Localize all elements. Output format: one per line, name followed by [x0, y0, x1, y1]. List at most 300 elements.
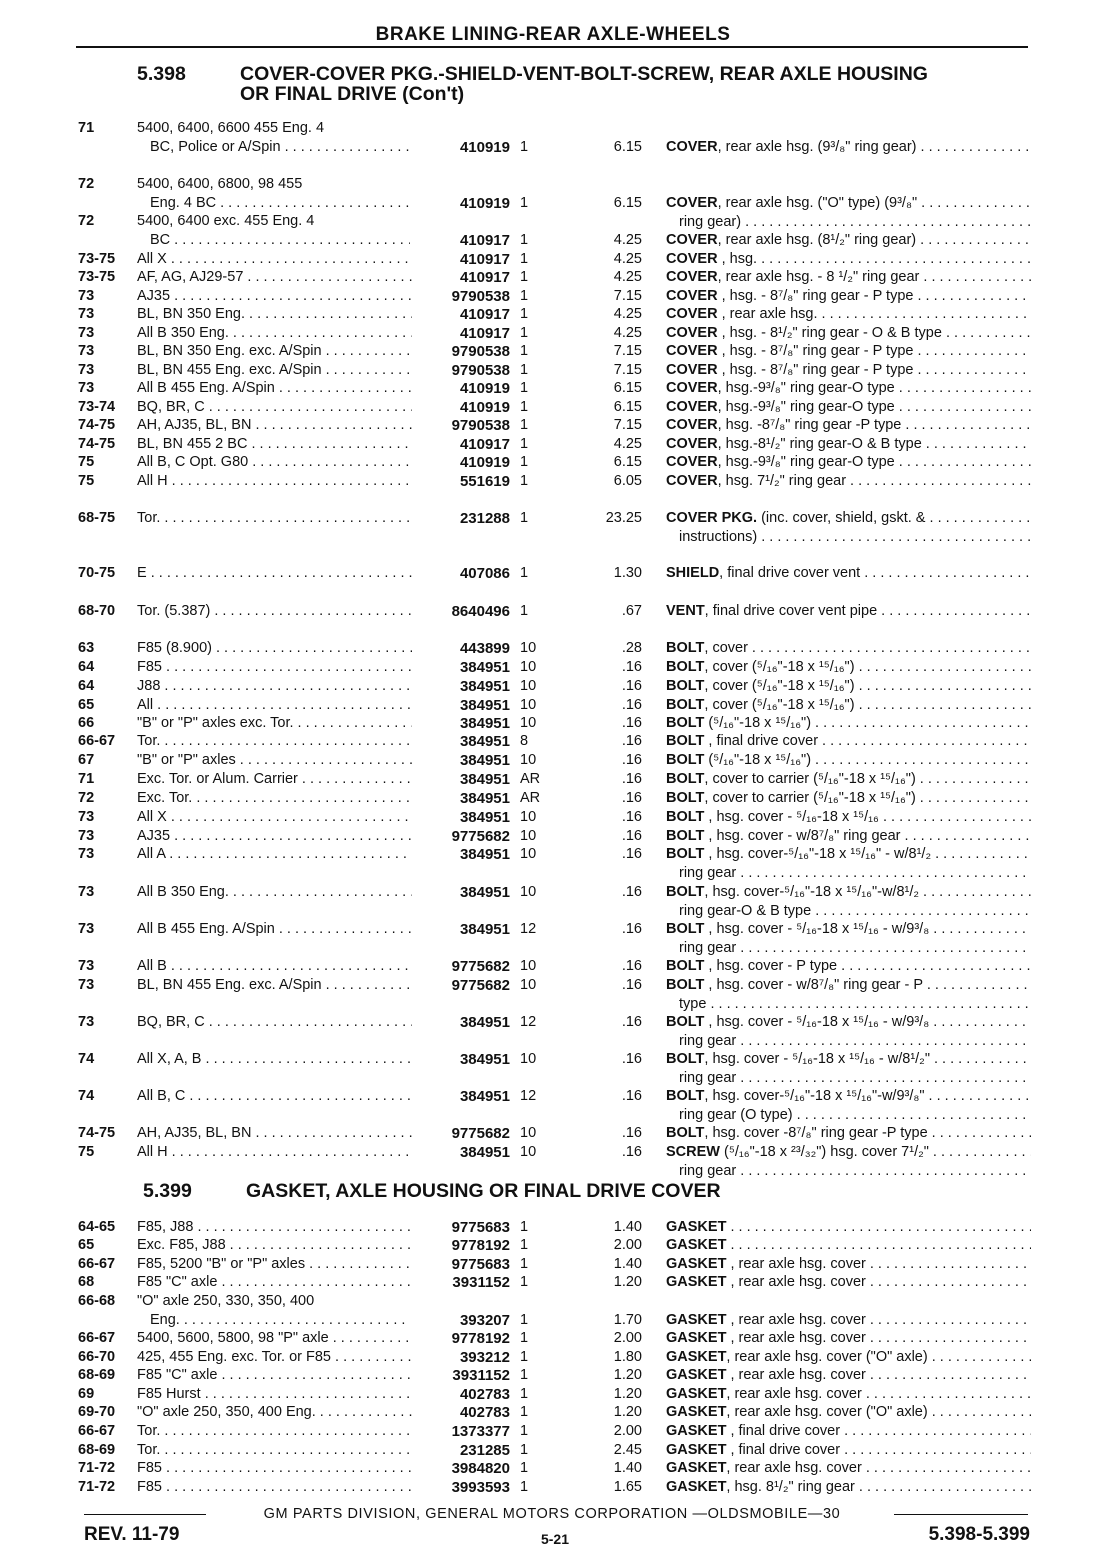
- description-cell: [666, 231, 1031, 250]
- year-cell: 65: [78, 697, 95, 713]
- model-cell-continued: BC, Police or A/Spin . . .: [150, 138, 410, 157]
- model-cell: All X . . .: [137, 250, 412, 269]
- year-cell: 73: [78, 921, 95, 937]
- part-number-cell: 9778192: [451, 1237, 510, 1254]
- model-cell: All H . . .: [137, 1143, 412, 1162]
- year-cell: 73-75: [78, 251, 116, 267]
- quantity-cell: 1: [520, 473, 529, 489]
- part-description: , rear axle hsg. cover ("O" axle): [726, 1349, 928, 1365]
- description-cell: [666, 1236, 1031, 1255]
- quantity-cell: 10: [520, 697, 537, 713]
- model-cell: BL, BN 350 Eng. . . .: [137, 305, 412, 324]
- description-cell: [666, 416, 1031, 435]
- price-cell: 1.20: [613, 1404, 642, 1420]
- part-description: , final drive cover: [726, 1423, 841, 1439]
- model-cell: 5400, 6400 exc. 455 Eng. 4: [137, 213, 315, 229]
- part-description: , rear axle hsg. cover ("O" axle): [726, 1404, 928, 1420]
- part-description: (⁵/₁₆"-18 x ¹⁵/₁₆"): [704, 715, 812, 731]
- year-cell: 67: [78, 752, 95, 768]
- quantity-cell: 1: [520, 380, 529, 396]
- part-name: GASKET: [666, 1404, 727, 1420]
- year-cell: 71: [78, 771, 95, 787]
- price-cell: .16: [621, 921, 642, 937]
- description-cell: [666, 1143, 1031, 1162]
- part-name: BOLT: [666, 733, 705, 749]
- description-cell: [666, 789, 1031, 808]
- year-cell: 73-74: [78, 399, 116, 415]
- quantity-cell: 1: [520, 306, 529, 322]
- part-name: COVER: [666, 380, 718, 396]
- description-cell: [666, 564, 1031, 583]
- year-cell: 72: [78, 213, 95, 229]
- table-row: [0, 194, 1100, 213]
- price-cell: 6.15: [613, 139, 642, 155]
- price-cell: 4.25: [613, 251, 642, 267]
- part-number-cell: 384951: [459, 809, 510, 826]
- description-cell: [666, 342, 1031, 361]
- quantity-cell: 10: [520, 884, 537, 900]
- part-name: BOLT: [666, 977, 705, 993]
- part-number-cell: 384951: [459, 1088, 510, 1105]
- part-number-cell: 384951: [459, 697, 510, 714]
- description-cell: [666, 808, 1031, 827]
- section-title-line1: GASKET, AXLE HOUSING OR FINAL DRIVE COVER: [246, 1180, 721, 1202]
- table-row: [0, 1422, 1100, 1441]
- quantity-cell: 8: [520, 733, 529, 749]
- part-number-cell: 384951: [459, 1144, 510, 1161]
- model-cell: BQ, BR, C . . .: [137, 398, 412, 417]
- part-number-cell: 384951: [459, 1014, 510, 1031]
- table-row: [0, 509, 1100, 528]
- part-number-cell: 384951: [459, 884, 510, 901]
- description-cell: [666, 268, 1031, 287]
- model-cell: BQ, BR, C . . .: [137, 1013, 412, 1032]
- part-number-cell: 384951: [459, 1051, 510, 1068]
- year-cell: 74-75: [78, 436, 116, 452]
- quantity-cell: 1: [520, 1404, 529, 1420]
- price-cell: 4.25: [613, 269, 642, 285]
- year-cell: 64-65: [78, 1219, 116, 1235]
- part-description: , hsg.-8¹/₂" ring gear-O & B type: [717, 436, 922, 452]
- quantity-cell: 10: [520, 659, 537, 675]
- part-number-cell: 9775682: [451, 1125, 510, 1142]
- table-row: [0, 845, 1100, 864]
- table-row: [0, 1459, 1100, 1478]
- year-cell: 66-70: [78, 1349, 116, 1365]
- part-name: GASKET: [666, 1219, 727, 1235]
- part-number-cell: 410917: [459, 232, 510, 249]
- description-cell: [666, 1087, 1031, 1106]
- part-description: , hsg. cover - ⁵/₁₆-18 x ¹⁵/₁₆ - w/8¹/₂": [704, 1051, 930, 1067]
- description-cell: [666, 1403, 1031, 1422]
- price-cell: 2.00: [613, 1330, 642, 1346]
- part-number-cell: 9778192: [451, 1330, 510, 1347]
- part-number-cell: 3993593: [451, 1479, 510, 1496]
- model-cell: All B . . .: [137, 957, 412, 976]
- part-number-cell: 402783: [459, 1386, 510, 1403]
- year-cell: 65: [78, 1237, 95, 1253]
- part-name: COVER: [666, 473, 718, 489]
- model-cell: F85 . . .: [137, 1478, 412, 1497]
- quantity-cell: 12: [520, 1088, 537, 1104]
- price-cell: .16: [621, 1088, 642, 1104]
- description-cell: [666, 194, 1031, 213]
- part-name: COVER: [666, 232, 718, 248]
- table-row: [0, 789, 1100, 808]
- table-row: [0, 1441, 1100, 1460]
- table-row: [0, 1366, 1100, 1385]
- year-cell: 75: [78, 454, 95, 470]
- price-cell: 23.25: [605, 510, 642, 526]
- year-cell: 73: [78, 977, 95, 993]
- footer-rule-right: [894, 1514, 1028, 1515]
- year-cell: 75: [78, 473, 95, 489]
- year-cell: 73: [78, 306, 95, 322]
- price-cell: 7.15: [613, 362, 642, 378]
- table-row: [0, 920, 1100, 939]
- year-cell: 73: [78, 846, 95, 862]
- price-cell: 2.00: [613, 1237, 642, 1253]
- description-cell: [666, 1366, 1031, 1385]
- description-continued: ring gear . . .: [679, 1032, 1031, 1051]
- part-number-cell: 9775682: [451, 828, 510, 845]
- quantity-cell: 12: [520, 921, 537, 937]
- description-cell: [666, 827, 1031, 846]
- description-cell: [666, 751, 1031, 770]
- part-number-cell: 384951: [459, 846, 510, 863]
- quantity-cell: 10: [520, 1125, 537, 1141]
- table-row: [0, 1273, 1100, 1292]
- part-number-cell: 384951: [459, 790, 510, 807]
- price-cell: .16: [621, 828, 642, 844]
- part-name: GASKET: [666, 1349, 727, 1365]
- table-row: [0, 175, 1100, 194]
- description-continued: type . . .: [679, 995, 1031, 1014]
- part-name: SCREW: [666, 1144, 720, 1160]
- table-row: [0, 138, 1100, 157]
- model-cell: Tor. . . .: [137, 509, 412, 528]
- part-name: BOLT: [666, 790, 705, 806]
- model-cell: All X . . .: [137, 808, 412, 827]
- quantity-cell: 1: [520, 343, 529, 359]
- year-cell: 66-68: [78, 1293, 116, 1309]
- part-description: , hsg. cover - ⁵/₁₆-18 x ¹⁵/₁₆ - w/9³/₈: [704, 1014, 930, 1030]
- table-row: [0, 398, 1100, 417]
- table-row-continued: [0, 902, 1100, 921]
- part-number-cell: 231288: [459, 510, 510, 527]
- part-number-cell: 410919: [459, 139, 510, 156]
- quantity-cell: 1: [520, 399, 529, 415]
- year-cell: 73: [78, 288, 95, 304]
- table-row: [0, 212, 1100, 231]
- table-row: [0, 1218, 1100, 1237]
- part-name: COVER: [666, 269, 718, 285]
- part-description: , rear axle hsg. (8¹/₂" ring gear): [717, 232, 917, 248]
- model-cell: AH, AJ35, BL, BN . . .: [137, 416, 412, 435]
- part-description: , rear axle hsg. cover: [726, 1460, 862, 1476]
- part-description: , hsg. cover-⁵/₁₆"-18 x ¹⁵/₁₆" - w/8¹/₂: [704, 846, 932, 862]
- model-cell: AJ35 . . .: [137, 827, 412, 846]
- part-name: COVER: [666, 306, 718, 322]
- part-name: BOLT: [666, 1014, 705, 1030]
- description-cell: [666, 883, 1031, 902]
- quantity-cell: 1: [520, 1442, 529, 1458]
- price-cell: 4.25: [613, 232, 642, 248]
- part-description: , cover (⁵/₁₆"-18 x ¹⁵/₁₆"): [704, 697, 855, 713]
- table-row-continued: [0, 1106, 1100, 1125]
- price-cell: 2.45: [613, 1442, 642, 1458]
- part-description: , hsg. cover - w/8⁷/₈" ring gear: [704, 828, 901, 844]
- description-cell: [666, 361, 1031, 380]
- table-row: [0, 1236, 1100, 1255]
- part-description: (inc. cover, shield, gskt. &: [757, 510, 926, 526]
- price-cell: 1.20: [613, 1386, 642, 1402]
- part-number-cell: 410919: [459, 380, 510, 397]
- part-number-cell: 9790538: [451, 362, 510, 379]
- quantity-cell: 1: [520, 1386, 529, 1402]
- part-number-cell: 9775682: [451, 977, 510, 994]
- part-number-cell: 410917: [459, 306, 510, 323]
- part-description: , cover to carrier (⁵/₁₆"-18 x ¹⁵/₁₆"): [704, 790, 916, 806]
- description-cell: [666, 677, 1031, 696]
- price-cell: 1.40: [613, 1460, 642, 1476]
- part-number-cell: 9790538: [451, 343, 510, 360]
- table-row: [0, 250, 1100, 269]
- part-description: , hsg. 8¹/₂" ring gear: [726, 1479, 855, 1495]
- quantity-cell: 1: [520, 436, 529, 452]
- quantity-cell: 10: [520, 809, 537, 825]
- price-cell: .16: [621, 977, 642, 993]
- model-cell: BL, BN 455 Eng. exc. A/Spin . . .: [137, 976, 412, 995]
- part-number-cell: 410919: [459, 399, 510, 416]
- table-row: [0, 770, 1100, 789]
- year-cell: 71: [78, 120, 95, 136]
- table-row-continued: [0, 995, 1100, 1014]
- model-cell: AH, AJ35, BL, BN . . .: [137, 1124, 412, 1143]
- year-cell: 68-69: [78, 1367, 116, 1383]
- part-description: , hsg. - 8⁷/₈" ring gear - P type: [717, 362, 914, 378]
- part-number-cell: 410917: [459, 436, 510, 453]
- price-cell: 2.00: [613, 1423, 642, 1439]
- year-cell: 73: [78, 1014, 95, 1030]
- footer-rule-left: [84, 1514, 206, 1515]
- table-row: [0, 883, 1100, 902]
- price-cell: .16: [621, 1014, 642, 1030]
- price-cell: 1.40: [613, 1219, 642, 1235]
- description-continued: ring gear (O type) . . .: [679, 1106, 1031, 1125]
- part-name: COVER: [666, 288, 718, 304]
- year-cell: 71-72: [78, 1479, 116, 1495]
- price-cell: .16: [621, 790, 642, 806]
- description-cell: [666, 1348, 1031, 1367]
- price-cell: .16: [621, 715, 642, 731]
- year-cell: 66: [78, 715, 95, 731]
- model-cell: Exc. F85, J88 . . .: [137, 1236, 412, 1255]
- part-description: , rear axle hsg. cover: [726, 1274, 866, 1290]
- description-cell: [666, 1273, 1031, 1292]
- table-row-continued: [0, 939, 1100, 958]
- year-cell: 66-67: [78, 1423, 116, 1439]
- year-cell: 73: [78, 828, 95, 844]
- part-name: VENT: [666, 603, 705, 619]
- year-cell: 69-70: [78, 1404, 116, 1420]
- part-name: GASKET: [666, 1256, 727, 1272]
- part-number-cell: 393207: [459, 1312, 510, 1329]
- part-description: , hsg. cover -8⁷/₈" ring gear -P type: [704, 1125, 928, 1141]
- part-description: , rear axle hsg. ("O" type) (9³/₈": [717, 195, 918, 211]
- part-description: , hsg. - 8⁷/₈" ring gear - P type: [717, 288, 914, 304]
- header-rule: [76, 46, 1028, 48]
- table-row-continued: [0, 1069, 1100, 1088]
- description-cell: [666, 472, 1031, 491]
- part-name: BOLT: [666, 771, 705, 787]
- quantity-cell: 1: [520, 1312, 529, 1328]
- section-number: 5.398: [137, 63, 186, 85]
- table-row: [0, 1087, 1100, 1106]
- price-cell: 6.05: [613, 473, 642, 489]
- description-cell: [666, 509, 1031, 528]
- table-row: [0, 472, 1100, 491]
- table-row: [0, 1403, 1100, 1422]
- year-cell: 68-69: [78, 1442, 116, 1458]
- part-name: BOLT: [666, 678, 705, 694]
- price-cell: .16: [621, 1125, 642, 1141]
- part-description: (⁵/₁₆"-18 x ²³/₃₂") hsg. cover 7¹/₂": [719, 1144, 929, 1160]
- footer-page-number: 5-21: [540, 1531, 570, 1547]
- part-number-cell: 410917: [459, 251, 510, 268]
- table-row: [0, 1050, 1100, 1069]
- year-cell: 74-75: [78, 1125, 116, 1141]
- table-row: [0, 453, 1100, 472]
- year-cell: 66-67: [78, 1330, 116, 1346]
- price-cell: 1.30: [613, 565, 642, 581]
- model-cell: E . . .: [137, 564, 412, 583]
- part-description: , hsg. - 8⁷/₈" ring gear - P type: [717, 343, 914, 359]
- description-cell: [666, 379, 1031, 398]
- part-description: , rear axle hsg. cover: [726, 1367, 866, 1383]
- year-cell: 74-75: [78, 417, 116, 433]
- description-cell: [666, 1329, 1031, 1348]
- quantity-cell: 10: [520, 1051, 537, 1067]
- table-row: [0, 1329, 1100, 1348]
- model-cell: BL, BN 455 2 BC . . .: [137, 435, 412, 454]
- part-number-cell: 410919: [459, 454, 510, 471]
- part-number-cell: 3931152: [452, 1367, 510, 1384]
- part-number-cell: 3931152: [452, 1274, 510, 1291]
- table-row: [0, 305, 1100, 324]
- part-name: COVER: [666, 195, 718, 211]
- quantity-cell: 1: [520, 603, 529, 619]
- table-row: [0, 231, 1100, 250]
- description-cell: [666, 602, 1031, 621]
- part-description: , cover (⁵/₁₆"-18 x ¹⁵/₁₆"): [704, 659, 855, 675]
- part-number-cell: 443899: [459, 640, 510, 657]
- model-cell: Exc. Tor. . . .: [137, 789, 412, 808]
- part-name: GASKET: [666, 1423, 727, 1439]
- table-row-continued: [0, 528, 1100, 547]
- model-cell: F85 . . .: [137, 1459, 412, 1478]
- description-cell: [666, 1255, 1031, 1274]
- part-name: BOLT: [666, 697, 705, 713]
- quantity-cell: 1: [520, 1460, 529, 1476]
- footer-publisher: GM PARTS DIVISION, GENERAL MOTORS CORPORATION —OLDSMOBILE—30: [263, 1506, 841, 1522]
- model-cell: Exc. Tor. or Alum. Carrier . . .: [137, 770, 412, 789]
- description-cell: [666, 976, 1031, 995]
- part-description: , rear axle hsg. cover: [726, 1330, 866, 1346]
- year-cell: 70-75: [78, 565, 116, 581]
- model-cell: "O" axle 250, 330, 350, 400: [137, 1293, 315, 1309]
- part-description: , rear axle hsg. - 8 ¹/₂" ring gear: [717, 269, 920, 285]
- description-cell: [666, 1124, 1031, 1143]
- quantity-cell: AR: [520, 771, 541, 787]
- part-description: , hsg. cover - ⁵/₁₆-18 x ¹⁵/₁₆: [704, 809, 879, 825]
- table-row: [0, 639, 1100, 658]
- part-name: BOLT: [666, 809, 705, 825]
- model-cell-continued: Eng. 4 BC . . .: [150, 194, 410, 213]
- part-number-cell: 384951: [459, 921, 510, 938]
- table-row: [0, 287, 1100, 306]
- part-name: BOLT: [666, 1125, 705, 1141]
- price-cell: .16: [621, 884, 642, 900]
- part-description: , hsg. - 8¹/₂" ring gear - O & B type: [717, 325, 942, 341]
- description-cell: [666, 305, 1031, 324]
- table-row: [0, 268, 1100, 287]
- model-cell: 5400, 6400, 6800, 98 455: [137, 176, 303, 192]
- price-cell: 6.15: [613, 454, 642, 470]
- table-row: [0, 1385, 1100, 1404]
- part-name: COVER: [666, 139, 718, 155]
- part-number-cell: 384951: [459, 733, 510, 750]
- price-cell: .16: [621, 846, 642, 862]
- table-row: [0, 1348, 1100, 1367]
- section-title-line2: OR FINAL DRIVE (Con't): [240, 83, 465, 105]
- description-cell: [666, 1422, 1031, 1441]
- description-cell: [666, 250, 1031, 269]
- part-name: GASKET: [666, 1330, 727, 1346]
- table-row: [0, 1143, 1100, 1162]
- year-cell: 63: [78, 640, 95, 656]
- quantity-cell: 1: [520, 139, 529, 155]
- quantity-cell: 10: [520, 678, 537, 694]
- table-row: [0, 714, 1100, 733]
- table-row: [0, 696, 1100, 715]
- part-name: GASKET: [666, 1479, 727, 1495]
- price-cell: 4.25: [613, 436, 642, 452]
- quantity-cell: 1: [520, 1479, 529, 1495]
- model-cell: 5400, 6400, 6600 455 Eng. 4: [137, 120, 325, 136]
- part-name: BOLT: [666, 1051, 705, 1067]
- year-cell: 73: [78, 380, 95, 396]
- quantity-cell: 1: [520, 362, 529, 378]
- quantity-cell: 1: [520, 288, 529, 304]
- description-cell: [666, 138, 1031, 157]
- description-cell: [666, 770, 1031, 789]
- quantity-cell: 1: [520, 325, 529, 341]
- description-cell: [666, 453, 1031, 472]
- price-cell: .67: [621, 603, 642, 619]
- part-number-cell: 9775683: [451, 1219, 510, 1236]
- model-cell: BL, BN 350 Eng. exc. A/Spin . . .: [137, 342, 412, 361]
- year-cell: 64: [78, 659, 95, 675]
- table-row-continued: [0, 1162, 1100, 1181]
- part-name: BOLT: [666, 828, 705, 844]
- year-cell: 66-67: [78, 1256, 116, 1272]
- description-cell: [666, 1050, 1031, 1069]
- price-cell: 4.25: [613, 306, 642, 322]
- price-cell: .16: [621, 809, 642, 825]
- model-cell: AJ35 . . .: [137, 287, 412, 306]
- part-description: , cover to carrier (⁵/₁₆"-18 x ¹⁵/₁₆"): [704, 771, 916, 787]
